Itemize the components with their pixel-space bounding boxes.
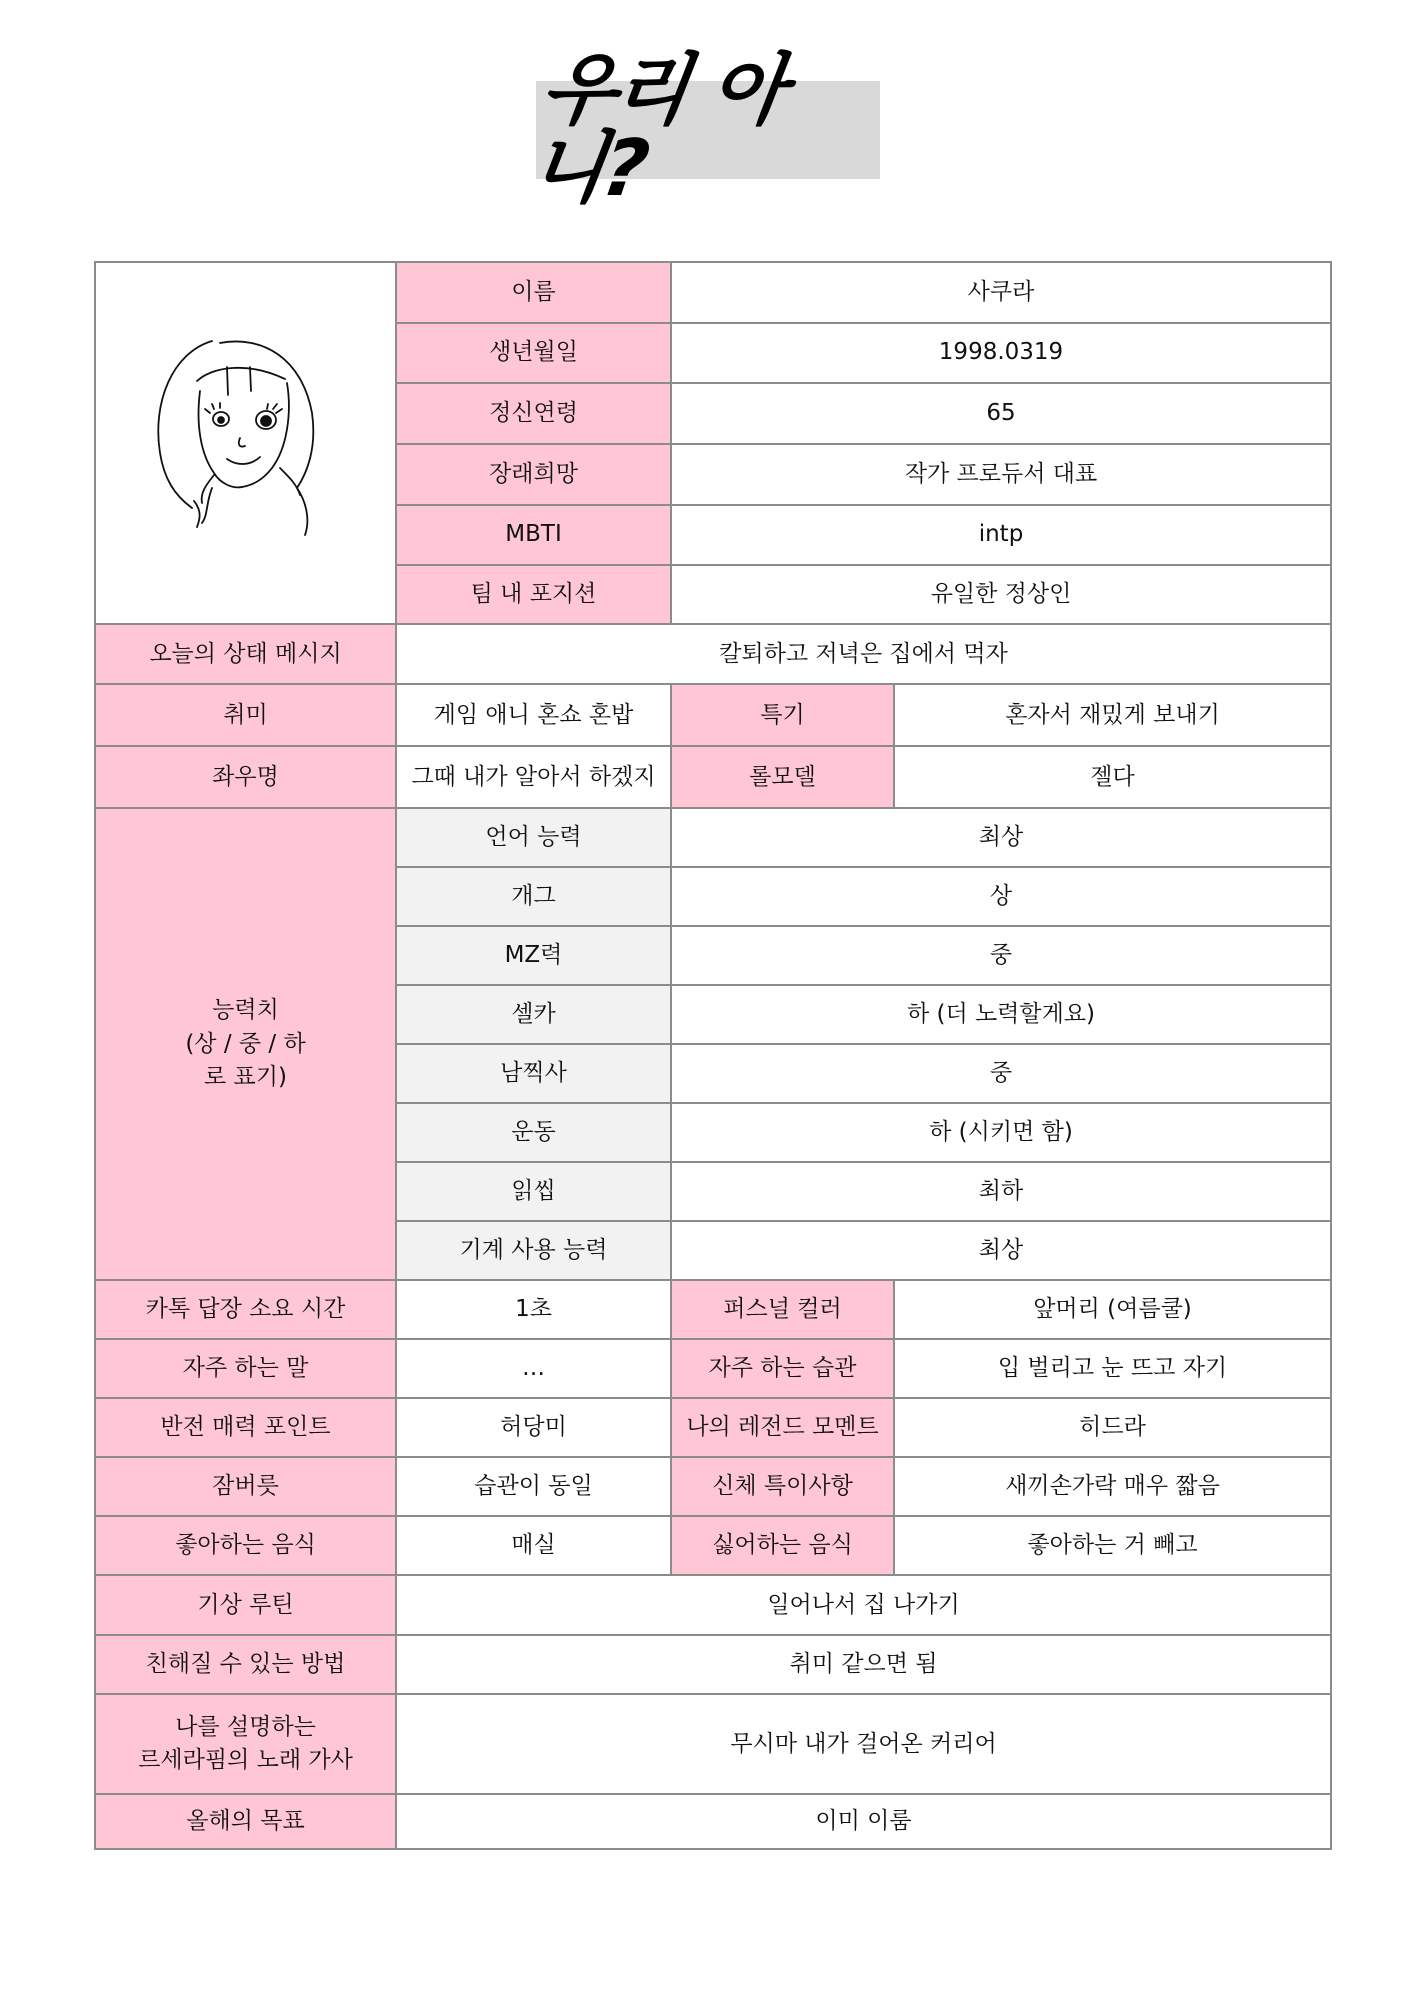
ability-value: 최하: [671, 1162, 1331, 1221]
pair-value-2: 앞머리 (여름쿨): [894, 1280, 1331, 1339]
ability-value: 최상: [671, 1221, 1331, 1280]
ability-value: 상: [671, 867, 1331, 926]
page-title: 우리 아니?: [524, 46, 790, 214]
hobby-label: 취미: [95, 684, 396, 746]
lyrics-value: 무시마 내가 걸어온 커리어: [396, 1694, 1331, 1794]
ability-name: 운동: [396, 1103, 671, 1162]
row-wake: [95, 1575, 1331, 1635]
row-status: [95, 624, 1331, 684]
name-label: 이름: [396, 262, 671, 323]
status-value: 칼퇴하고 저녁은 집에서 먹자: [396, 624, 1331, 684]
motto-label: 좌우명: [95, 746, 396, 808]
wake-label: 기상 루틴: [95, 1575, 396, 1635]
pair-value: …: [396, 1339, 671, 1398]
row-pair: [95, 1339, 1331, 1398]
row-hobby: [95, 684, 1331, 746]
ability-value: 최상: [671, 808, 1331, 867]
pair-value-2: 새끼손가락 매우 짧음: [894, 1457, 1331, 1516]
name-value: 사쿠라: [671, 262, 1331, 323]
pair-label-2: 퍼스널 컬러: [671, 1280, 894, 1339]
birth-label: 생년월일: [396, 323, 671, 384]
ability-value: 중: [671, 1044, 1331, 1103]
goal-label: 올해의 목표: [95, 1794, 396, 1849]
title-banner: [524, 46, 880, 214]
pair-label: 자주 하는 말: [95, 1339, 396, 1398]
row-pair: [95, 1457, 1331, 1516]
position-value: 유일한 정상인: [671, 565, 1331, 625]
pair-label: 좋아하는 음식: [95, 1516, 396, 1575]
hobby-value: 게임 애니 혼쇼 혼밥: [396, 684, 671, 746]
portrait-cell: [95, 262, 396, 624]
pair-label-2: 신체 특이사항: [671, 1457, 894, 1516]
dream-label: 장래희망: [396, 444, 671, 505]
pair-label-2: 싫어하는 음식: [671, 1516, 894, 1575]
row-motto: [95, 746, 1331, 808]
row-pair: [95, 1280, 1331, 1339]
pair-value: 매실: [396, 1516, 671, 1575]
pair-label: 잠버릇: [95, 1457, 396, 1516]
befriend-label: 친해질 수 있는 방법: [95, 1635, 396, 1694]
row-pair: [95, 1398, 1331, 1457]
row-ability: [95, 808, 1331, 867]
row-goal: [95, 1794, 1331, 1849]
mental-age-label: 정신연령: [396, 383, 671, 444]
pair-value-2: 좋아하는 거 빼고: [894, 1516, 1331, 1575]
row-pair: [95, 1516, 1331, 1575]
mental-age-value: 65: [671, 383, 1331, 444]
row-name: [95, 262, 1331, 323]
mbti-value: intp: [671, 505, 1331, 565]
wake-value: 일어나서 집 나가기: [396, 1575, 1331, 1635]
row-befriend: [95, 1635, 1331, 1694]
ability-value: 중: [671, 926, 1331, 985]
pair-value: 1초: [396, 1280, 671, 1339]
motto-value: 그때 내가 알아서 하겠지: [396, 746, 671, 808]
pair-label: 카톡 답장 소요 시간: [95, 1280, 396, 1339]
pair-value-2: 입 벌리고 눈 뜨고 자기: [894, 1339, 1331, 1398]
ability-name: 셀카: [396, 985, 671, 1044]
talent-label: 특기: [671, 684, 894, 746]
ability-name: 언어 능력: [396, 808, 671, 867]
pair-label-2: 자주 하는 습관: [671, 1339, 894, 1398]
ability-name: MZ력: [396, 926, 671, 985]
pair-label-2: 나의 레전드 모멘트: [671, 1398, 894, 1457]
dream-value: 작가 프로듀서 대표: [671, 444, 1331, 505]
role-model-value: 젤다: [894, 746, 1331, 808]
ability-name: 개그: [396, 867, 671, 926]
abilities-label: 능력치 (상 / 중 / 하 로 표기): [95, 808, 396, 1280]
ability-name: 읽씹: [396, 1162, 671, 1221]
ability-value: 하 (더 노력할게요): [671, 985, 1331, 1044]
row-lyrics: [95, 1694, 1331, 1794]
pair-label: 반전 매력 포인트: [95, 1398, 396, 1457]
ability-value: 하 (시키면 함): [671, 1103, 1331, 1162]
lyrics-label: 나를 설명하는 르세라핌의 노래 가사: [95, 1694, 396, 1794]
goal-value: 이미 이룸: [396, 1794, 1331, 1849]
portrait-drawing-icon: [102, 263, 399, 613]
talent-value: 혼자서 재밌게 보내기: [894, 684, 1331, 746]
pair-value: 허당미: [396, 1398, 671, 1457]
mbti-label: MBTI: [396, 505, 671, 565]
role-model-label: 롤모델: [671, 746, 894, 808]
ability-name: 기계 사용 능력: [396, 1221, 671, 1280]
pair-value: 습관이 동일: [396, 1457, 671, 1516]
position-label: 팀 내 포지션: [396, 565, 671, 625]
pair-value-2: 히드라: [894, 1398, 1331, 1457]
befriend-value: 취미 같으면 됨: [396, 1635, 1331, 1694]
profile-sheet: [94, 261, 1332, 1850]
birth-value: 1998.0319: [671, 323, 1331, 384]
status-label: 오늘의 상태 메시지: [95, 624, 396, 684]
ability-name: 남찍사: [396, 1044, 671, 1103]
